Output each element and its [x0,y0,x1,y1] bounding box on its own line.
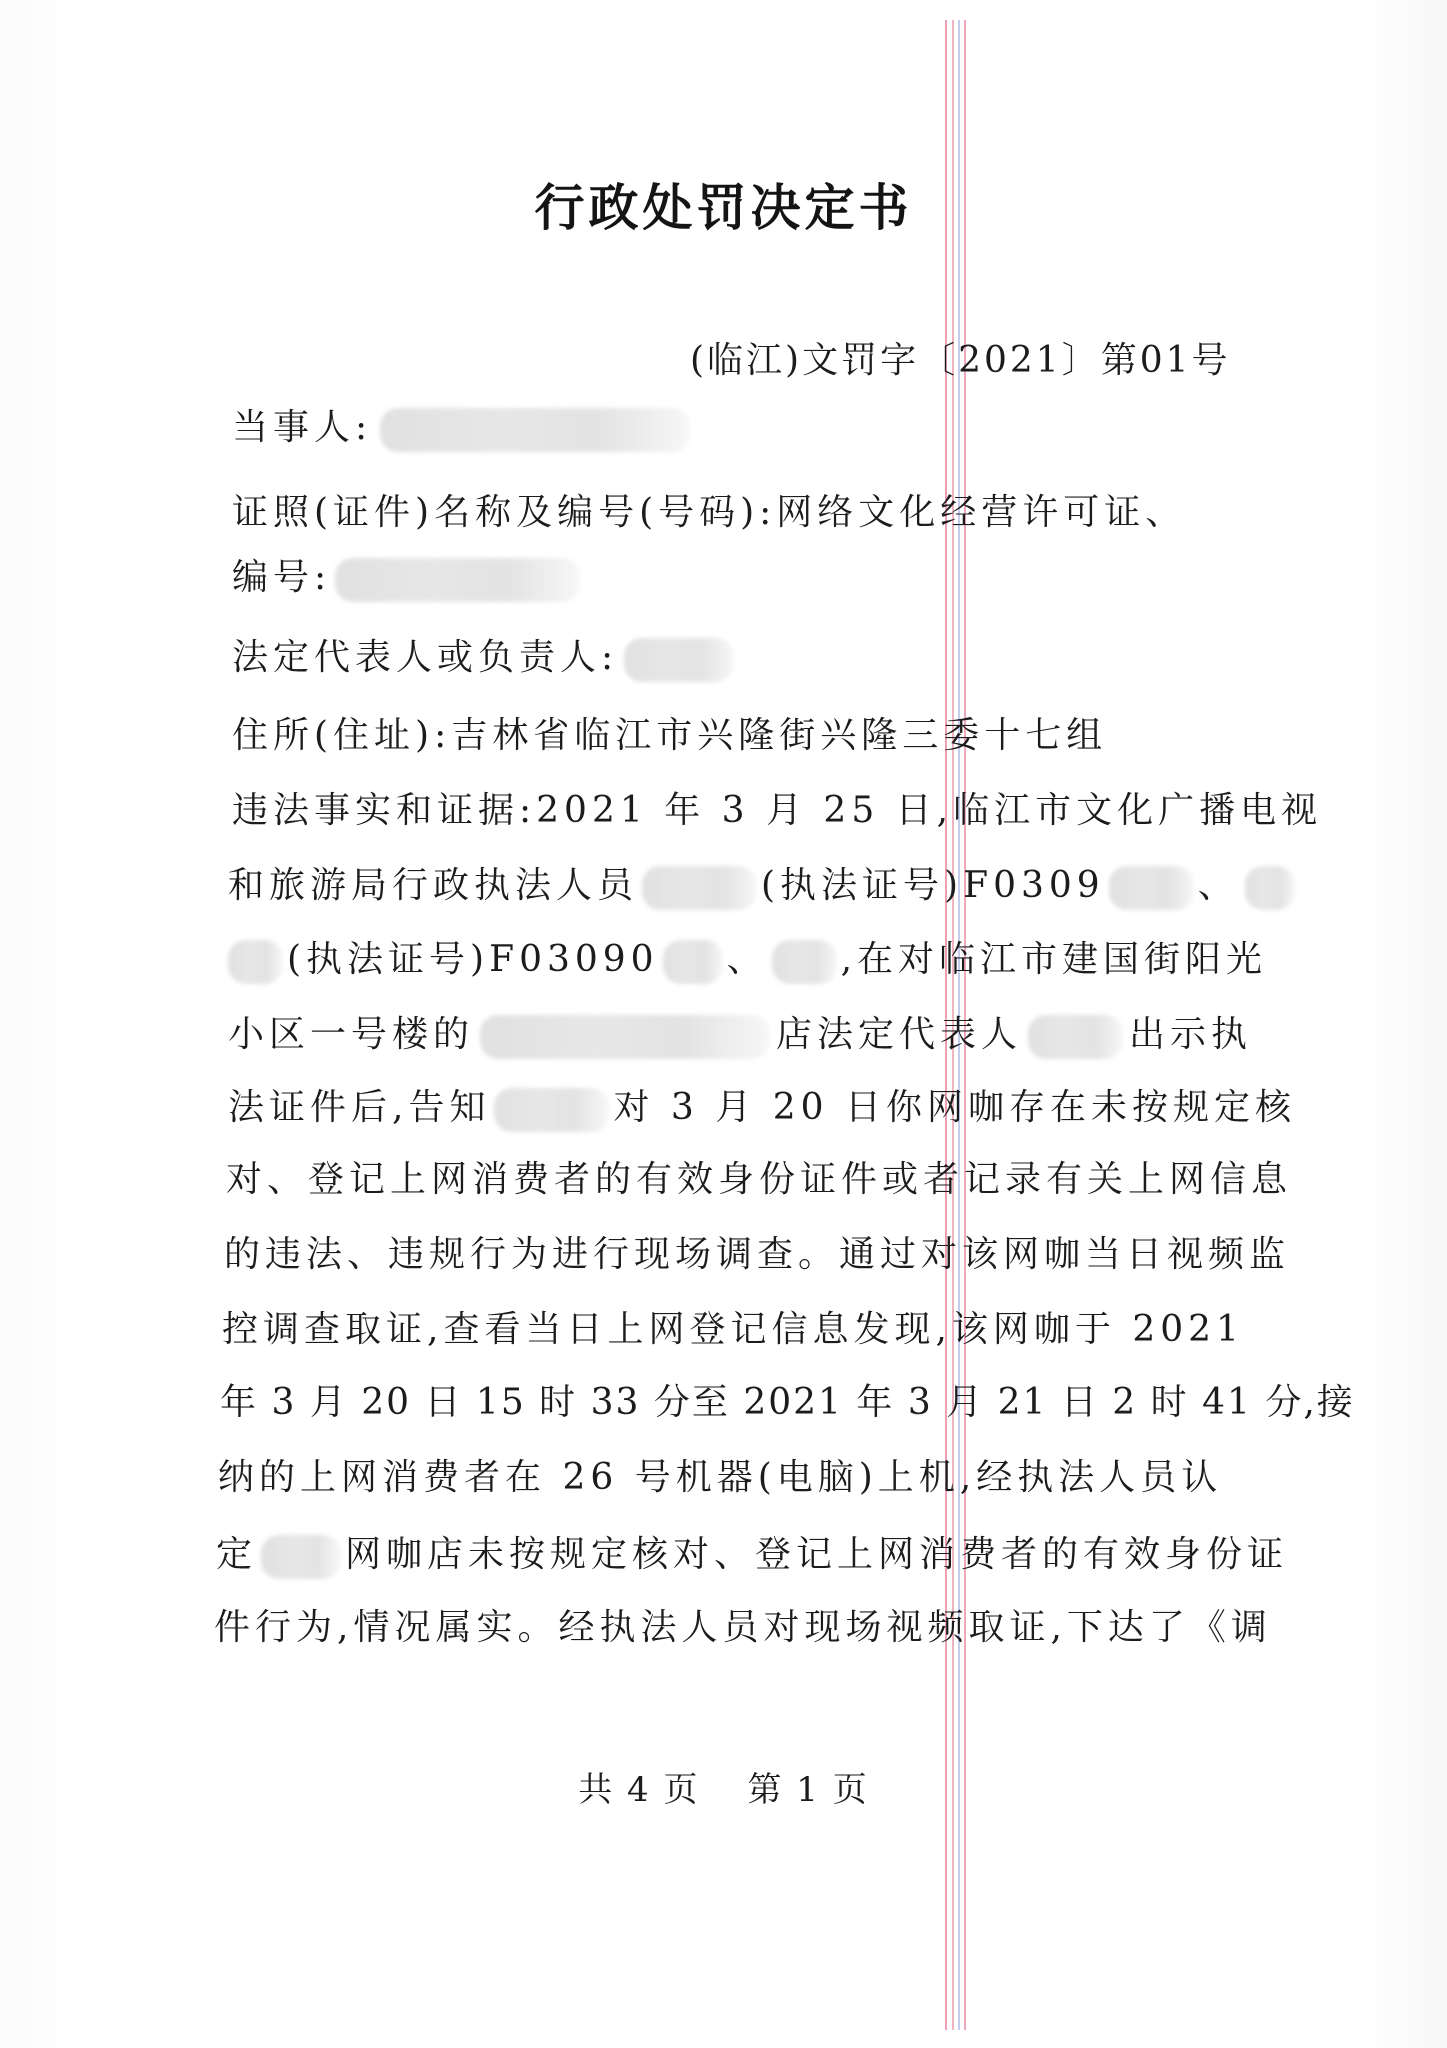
redacted-legal-rep-2 [1028,1015,1123,1059]
license-line: 证照(证件)名称及编号(号码):网络文化经营许可证、 [232,492,1187,533]
document-title: 行政处罚决定书 [534,178,913,237]
facts-line-11-part-b: 网咖店未按规定核对、登记上网消费者的有效身份证 [345,1534,1289,1575]
facts-line-10: 纳的上网消费者在 26 号机器(电脑)上机,经执法人员认 [218,1457,1223,1498]
redacted-officer-1 [642,866,757,910]
facts-line-5-part-a: 法证件后,告知 [228,1087,491,1128]
facts-line-11 [216,1535,1288,1579]
redacted-party [380,408,690,452]
redacted-cert-2 [663,940,723,984]
facts-line-7: 的违法、违规行为进行现场调查。通过对该网咖当日视频监 [224,1234,1291,1275]
total-pages: 共 4 页 [578,1770,700,1810]
redacted-shop-name [480,1015,770,1059]
facts-line-4 [228,1015,1252,1059]
redacted-legal-rep-3 [494,1088,609,1132]
facts-line-3 [228,940,1267,984]
license-number-label: 编号: [232,557,332,598]
redacted-license-number [335,558,580,602]
facts-line-2-part-c: 、 [1197,865,1239,906]
page-footer [0,1762,1447,1811]
facts-line-4-part-a: 小区一号楼的 [228,1014,475,1055]
facts-line-4-part-b: 店法定代表人 [776,1014,1023,1055]
facts-line-3-part-b: 、 [726,939,768,980]
document-number: (临江)文罚字〔2021〕第01号 [690,340,1231,381]
facts-line-2-part-a: 和旅游局行政执法人员 [228,865,639,906]
facts-line-2 [228,866,1295,910]
facts-line-8: 控调查取证,查看当日上网登记信息发现,该网咖于 2021 [222,1309,1244,1350]
legal-rep-line [232,638,734,682]
facts-line-9: 年 3 月 20 日 15 时 33 分至 2021 年 3 月 21 日 2 时 41 分,接 [220,1382,1355,1423]
facts-line-12: 件行为,情况属实。经执法人员对现场视频取证,下达了《调 [214,1607,1272,1648]
facts-line-1: 违法事实和证据:2021 年 3 月 25 日,临江市文化广播电视 [232,790,1323,831]
party-label: 当事人: [232,407,373,448]
redacted-officer-2b [228,940,283,984]
redacted-legal-rep [624,638,734,682]
address-line: 住所(住址):吉林省临江市兴隆街兴隆三委十七组 [232,715,1108,756]
facts-line-3-part-c: ,在对临江市建国街阳光 [840,939,1268,980]
facts-line-4-part-c: 出示执 [1129,1014,1253,1055]
redacted-officer-2a [1245,866,1295,910]
license-number-line [232,558,580,602]
redacted-shop-name-2 [261,1535,341,1579]
facts-line-5 [228,1088,1296,1132]
facts-line-11-part-a: 定 [216,1534,258,1575]
redacted-person [772,940,837,984]
legal-rep-label: 法定代表人或负责人: [232,637,619,678]
facts-line-6: 对、登记上网消费者的有效身份证件或者记录有关上网信息 [226,1159,1293,1200]
facts-line-5-part-b: 对 3 月 20 日你网咖存在未按规定核 [613,1087,1296,1128]
redacted-cert-1 [1109,866,1194,910]
current-page: 第 1 页 [747,1770,869,1810]
facts-line-2-part-b: (执法证号)F0309 [761,865,1105,906]
party-line [232,408,690,452]
facts-line-3-part-a: (执法证号)F03090 [287,939,659,980]
